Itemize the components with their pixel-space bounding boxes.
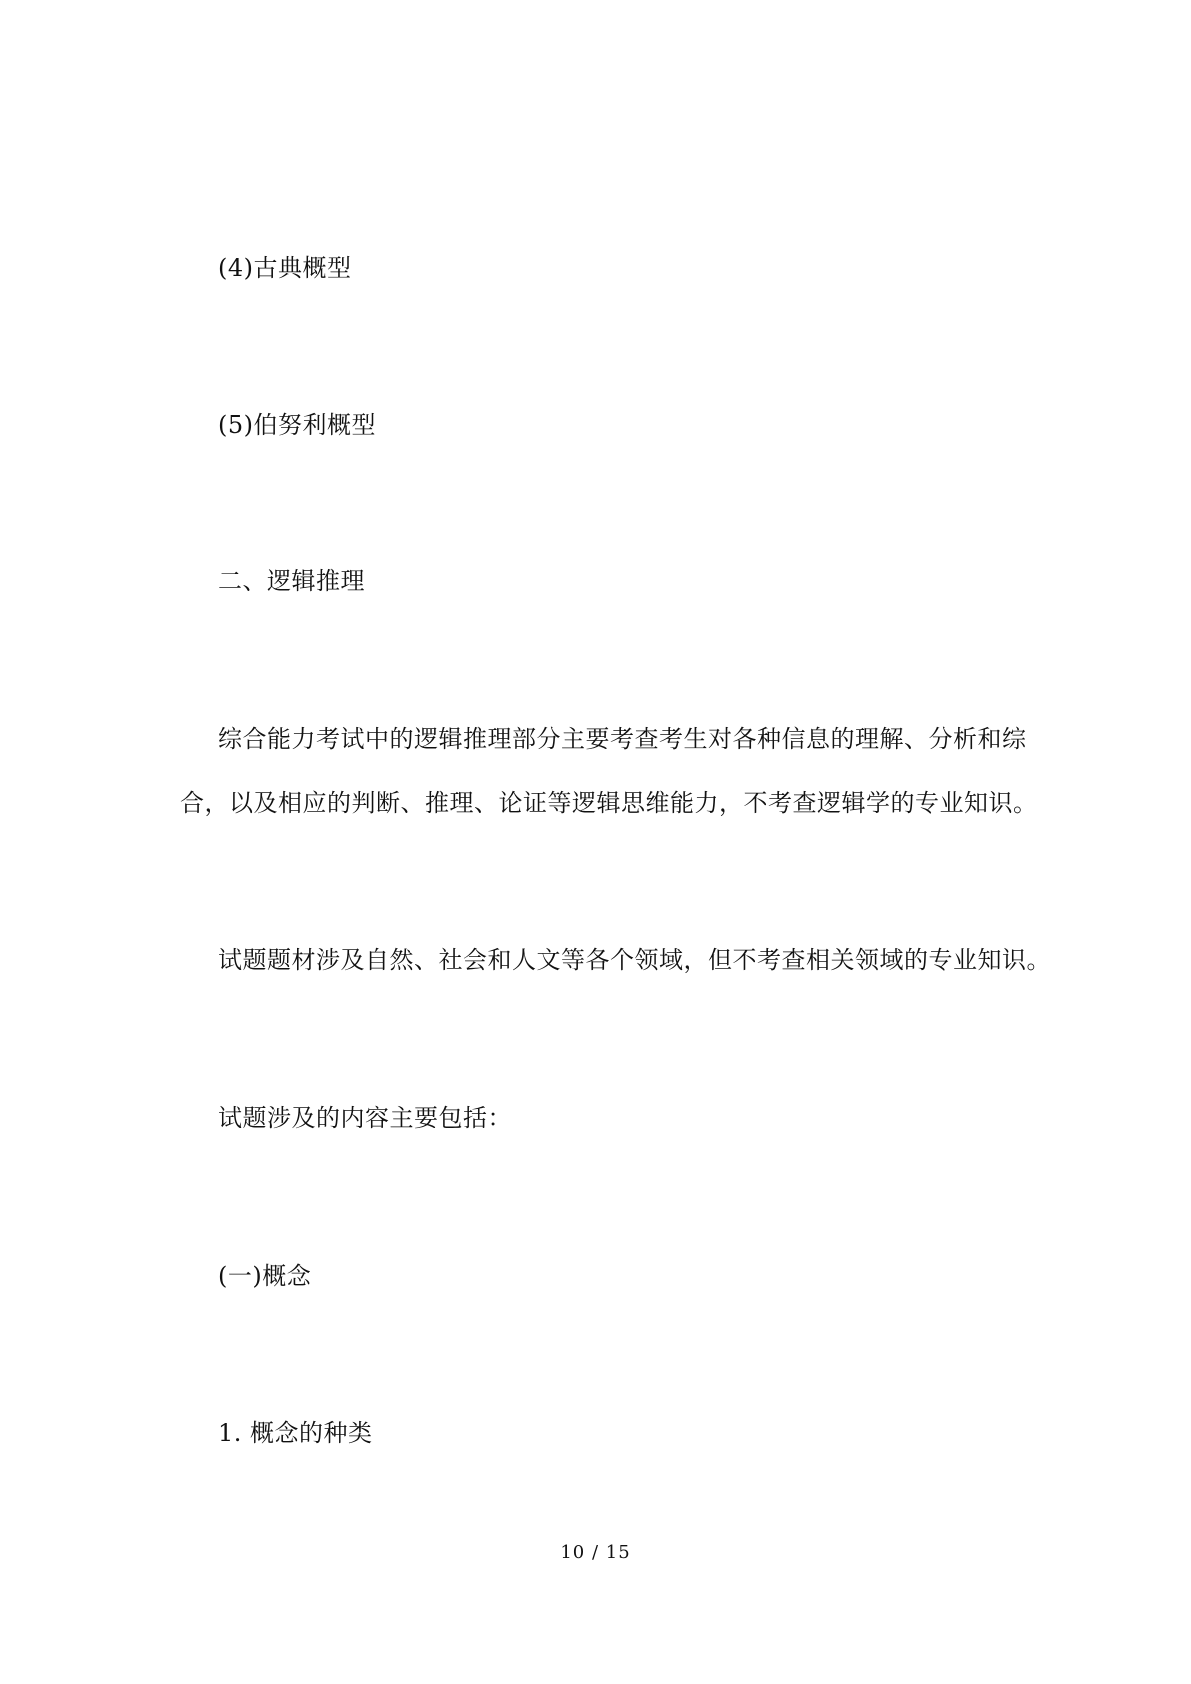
page-number: 10 / 15 <box>560 1542 631 1563</box>
list-item-concept-types: 1. 概念的种类 <box>218 1419 373 1447</box>
section-heading-logical-reasoning: 二、逻辑推理 <box>218 567 365 595</box>
paragraph: 试题题材涉及自然、社会和人文等各个领域，但不考查相关领域的专业知识。 <box>218 946 1051 974</box>
paragraph-line: 合，以及相应的判断、推理、论证等逻辑思维能力，不考查逻辑学的专业知识。 <box>180 789 1038 817</box>
list-item-classical-model: (4)古典概型 <box>218 254 352 282</box>
paragraph: 试题涉及的内容主要包括： <box>218 1104 512 1132</box>
list-item-bernoulli-model: (5)伯努利概型 <box>218 411 376 439</box>
subsection-heading-concept: (一)概念 <box>218 1262 312 1290</box>
paragraph-line: 综合能力考试中的逻辑推理部分主要考查考生对各种信息的理解、分析和综 <box>218 725 1027 753</box>
